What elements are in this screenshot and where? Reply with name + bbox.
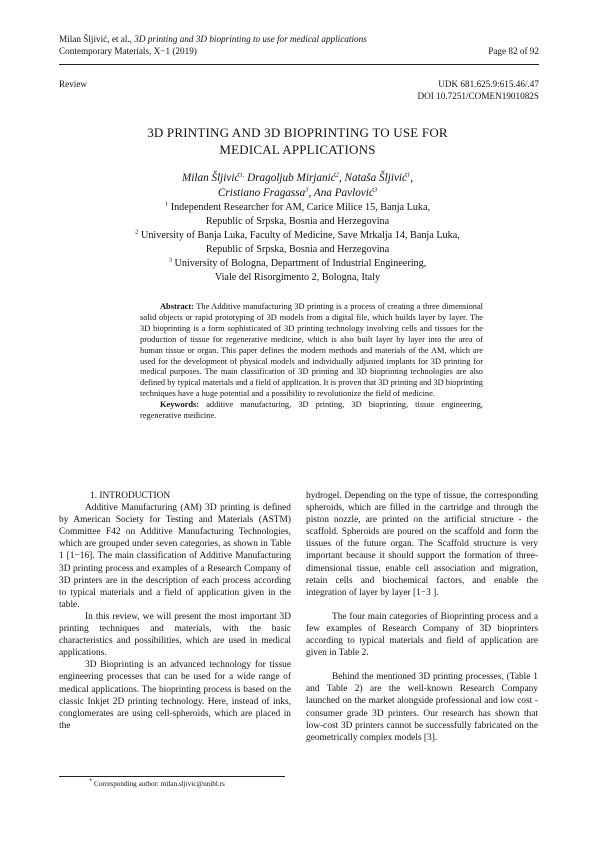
paper-title-line-2: MEDICAL APPLICATIONS <box>219 142 376 157</box>
paper-title-line-1: 3D PRINTING AND 3D BIOPRINTING TO USE FOR <box>147 125 448 140</box>
author-name: Dragoljub Mirjanić <box>244 172 336 184</box>
paragraph: 3D Bioprinting is an advanced technology for tissue engineering processes that can be used for a wide range of medical applications. The bioprinting process is based on the classic Inkjet 2D printing technology. Here, instead of inks, conglomerates are using cell-spheroids, which are placed in the <box>59 660 291 731</box>
footnote-rule <box>59 776 285 777</box>
author-line-2: Cristiano Fragassa$^3$, Ana Pavlović$^3$ <box>217 186 378 199</box>
keywords-label: Keywords: <box>160 400 200 410</box>
running-header-citation <box>59 34 367 45</box>
abstract-body: Abstract: The Additive manufacturing 3D printing is a process of creating a three dimensional solid objects or rapid prototyping of 3D models from a digital file, which builds layer by layer. The 3D bioprinting is a form sophisticated of 3D printing technology involving cells and tissues for the production of tissue for regenerative medicine, which is also built layer by layer into the area of human tissue or organ. This paper defines the modern methods and materials of the AM, which are used for the development of physical models and individually adjusted implants for 3D printing for medical purposes. The main classification of 3D printing and 3D bioprinting technologies are also defined by typical materials and a field of application. It is proven that 3D printing and 3D bioprinting techniques have a huge potential and a possibility to revolutionize the field of medicine. <box>140 302 483 399</box>
paragraph: Additive Manufacturing (AM) 3D printing is defined by American Society for Testing and Materials (ASTM) Committee F42 on Additive Manufacturing Technologies, which are grouped under seven categories, as shown in Table 1 [1−16]. The main classification of Additive Manufacturing 3D printing process and examples of a Research Company of 3D printers are in the description of each process according to typical materials and a field of application given in the table. <box>59 503 291 610</box>
footnote: * Corresponding author: milan.sljivic@unibl.rs <box>89 777 225 788</box>
left-column <box>59 490 291 732</box>
abstract <box>140 302 483 422</box>
paragraph: The four main categories of Bioprinting process and a few examples of Research Company of 3D bioprinters according to typical materials and field of application are given in Table 2. <box>306 611 538 659</box>
author-name: Milan Šljivić <box>181 172 240 184</box>
header-authors: Milan Šljivić, et al., <box>59 34 135 44</box>
paragraph: hydrogel. Depending on the type of tissue, the corresponding spheroids, which are filled in the cartridge and through the piston nozzle, are printed on the artificial structure - the scaffold. Spheroids are poured on the scaffold and form the tissues of the future organ. The Scaffold structure is very important because it should support the formation of three-dimensional tissue, enable cell association and migration, retain cells and biochemical factors, and enable the integration of layer by layer [1−3 ]. <box>306 491 538 598</box>
header-paper-title: 3D printing and 3D bioprinting to use for medical applications <box>134 34 367 44</box>
author-name: Cristiano Fragassa <box>217 187 306 199</box>
paragraph: Behind the mentioned 3D printing processes, (Table 1 and Table 2) are the well-known Research Company launched on the market alongside professional and low cost - consumer grade 3D printers. Our research has shown that low-cost 3D printers cannot be successfully fabricated on the geometrically complex models [3]. <box>306 672 538 743</box>
abstract-label: Abstract: <box>160 302 194 311</box>
running-header-page: Page 82 of 92 <box>488 46 539 56</box>
affiliation-2-line-2: Republic of Srpska, Bosnia and Herzegovina <box>205 244 390 255</box>
affiliation-2: $^2$ University of Banja Luka, Faculty of Medicine, Save Mrkalja 14, Banja Luka, <box>135 228 460 241</box>
running-header-journal: Contemporary Materials, X−1 (2019) <box>59 46 197 56</box>
doi: DOI 10.7251/COMEN1901082S <box>417 91 539 101</box>
article-type: Review <box>59 79 88 89</box>
section-heading: 1. INTRODUCTION <box>90 491 171 501</box>
corresponding-author: Corresponding author: milan.sljivic@unibl.rs <box>92 780 225 788</box>
author-name: , Nataša Šljivić <box>338 172 407 184</box>
affiliation-3: $^3$ University of Bologna, Department of Industrial Engineering, <box>168 256 427 269</box>
affiliation-1: $^1$ Independent Researcher for AM, Carice Milice 15, Banja Luka, <box>164 200 431 213</box>
author-name: , Ana Pavlović <box>308 187 374 199</box>
keywords: Keywords: additive manufacturing, 3D printing, 3D bioprinting, tissue engineering, regenerative medicine. <box>140 400 483 421</box>
author-line-1: Milan Šljivić$^{1,}$ Dragoljub Mirjanić$^2$, Nataša Šljivić$^1$, <box>181 171 414 184</box>
right-column <box>306 490 538 744</box>
affiliation-3-line-2: Viale del Risorgimento 2, Bologna, Italy <box>214 272 381 283</box>
udk-code: UDK 681.625.9:615.46/.47 <box>438 79 539 89</box>
header-rule <box>59 64 539 65</box>
paragraph: In this review, we will present the most important 3D printing techniques and materials, with the basic characteristics and possibilities, which are used in medical applications. <box>59 611 291 659</box>
affiliation-1-line-2: Republic of Srpska, Bosnia and Herzegovina <box>205 216 390 227</box>
